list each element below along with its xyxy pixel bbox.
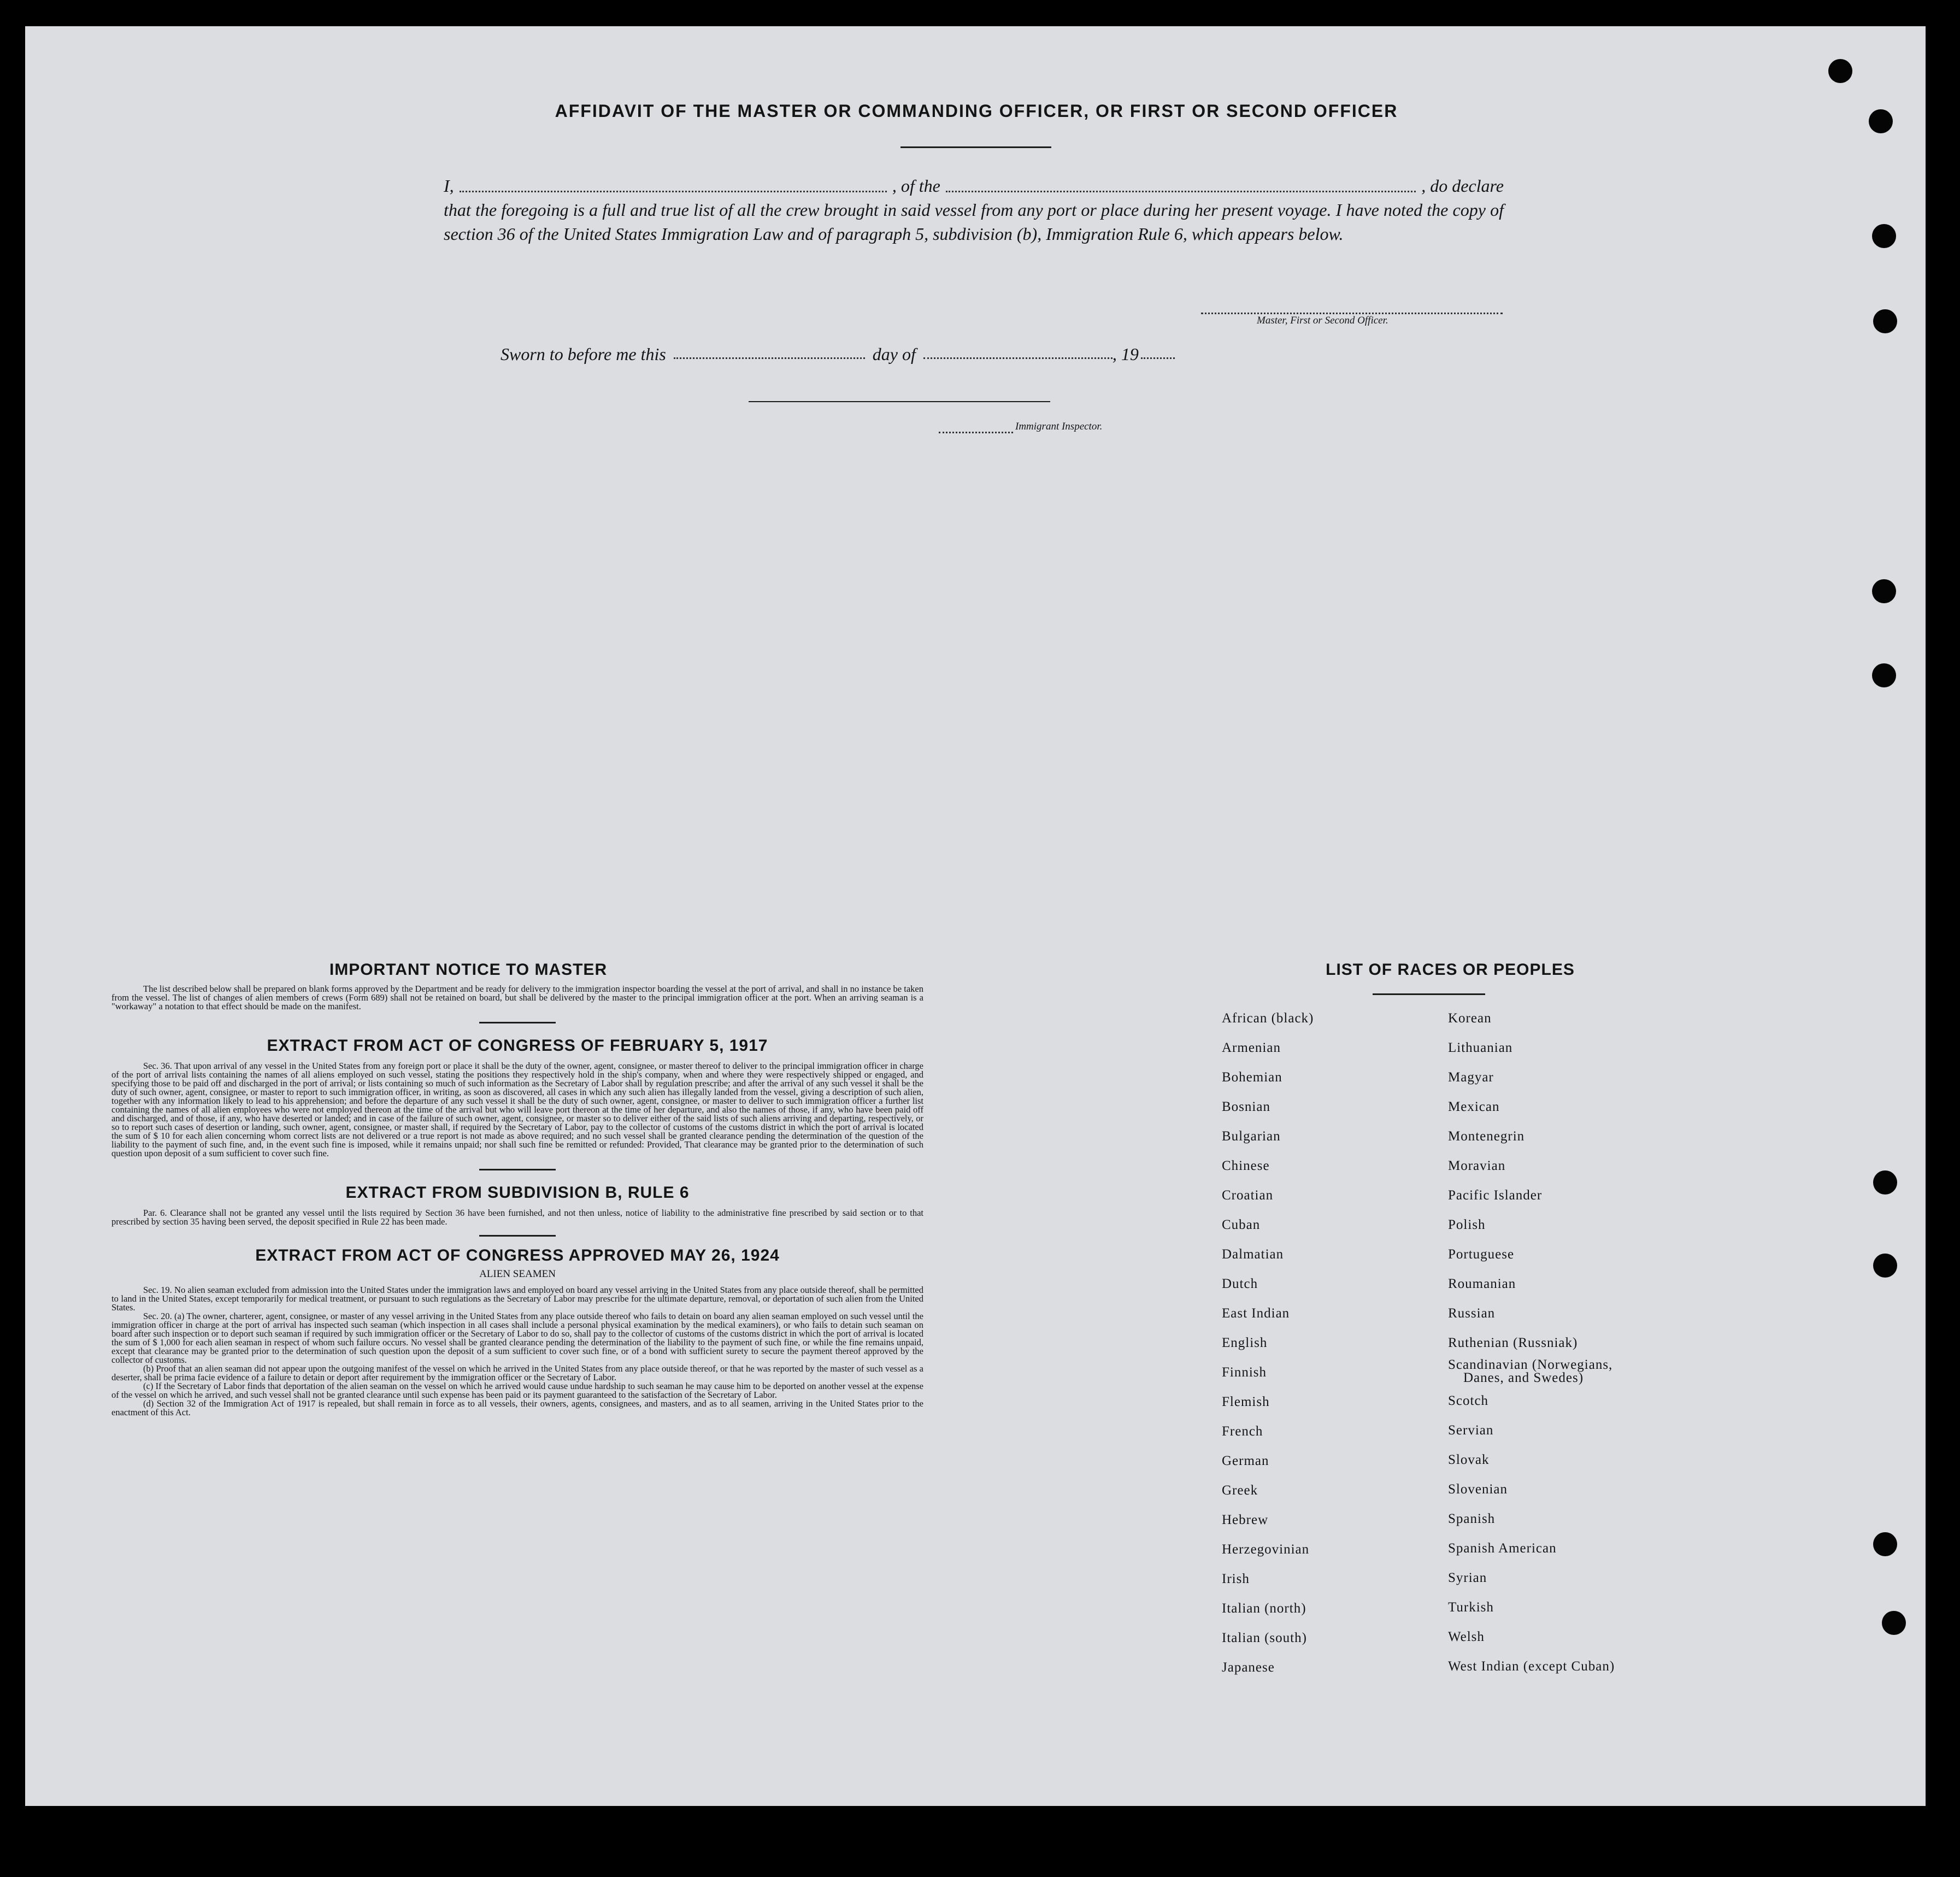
punch-hole (1872, 579, 1896, 603)
punch-hole (1872, 663, 1896, 687)
race-item: Hebrew (1222, 1513, 1269, 1527)
inspector-caption: Immigrant Inspector. (1015, 421, 1103, 432)
extract-rule6-text (111, 1209, 923, 1226)
race-item: Armenian (1222, 1040, 1281, 1055)
race-item: Russian (1448, 1306, 1496, 1321)
notice-title: IMPORTANT NOTICE TO MASTER (329, 961, 608, 979)
race-item: Syrian (1448, 1570, 1487, 1585)
race-item: Cuban (1222, 1217, 1261, 1232)
race-item: Slovak (1448, 1452, 1490, 1467)
extract-1917-text (111, 1062, 923, 1158)
race-item: Greek (1222, 1483, 1258, 1498)
declaration-block (444, 174, 1504, 246)
declaration-do-declare: , do declare (1421, 176, 1504, 196)
inspector-signature-line[interactable] (749, 401, 1050, 402)
race-item: Ruthenian (Russniak) (1448, 1335, 1578, 1350)
extract-1924-text (111, 1286, 923, 1417)
extract-1917-title: EXTRACT FROM ACT OF CONGRESS OF FEBRUARY 5, 1917 (267, 1037, 768, 1055)
race-item: Herzegovinian (1222, 1542, 1310, 1557)
inspector-dots (939, 432, 1013, 433)
punch-hole (1873, 1254, 1897, 1278)
race-item: Korean (1448, 1011, 1492, 1026)
sworn-day-blank[interactable] (674, 357, 865, 359)
sworn-month-blank[interactable] (923, 357, 1113, 359)
race-item: Scandinavian (Norwegians, (1448, 1357, 1613, 1372)
race-item: Flemish (1222, 1394, 1270, 1409)
sworn-prefix: Sworn to before me this (501, 344, 666, 364)
race-item: Dutch (1222, 1276, 1258, 1291)
race-item: Welsh (1448, 1629, 1485, 1644)
race-item: Bosnian (1222, 1099, 1270, 1114)
race-item: Lithuanian (1448, 1040, 1513, 1055)
race-item: Turkish (1448, 1600, 1494, 1615)
race-item: Spanish (1448, 1511, 1496, 1526)
separator (479, 1235, 556, 1237)
race-item: Slovenian (1448, 1482, 1508, 1497)
race-item: Italian (south) (1222, 1631, 1307, 1645)
race-item: Servian (1448, 1423, 1494, 1438)
declaration-first-line (444, 174, 1504, 198)
sec-19-paragraph: Sec. 19. No alien seaman excluded from admission into the United States under the immigration laws and employed on board any vessel arriving in the United States from any place outside thereof, shall be permitted to land in the United States, except temporarily for medical treatment, or pursuant to such regulations as the Secretary of Labor may prescribe for the ultimate departure, removal, or deportation of such alien from the United States. (111, 1285, 923, 1313)
sworn-day-of: day of (872, 344, 916, 364)
notice-paragraph: The list described below shall be prepared on blank forms approved by the Department and be ready for delivery to the immigration inspector boarding the vessel at the port of arrival, and shall in no instance be taken from the vessel. The list of changes of alien members of crews (Form 689) shall not be retained on board, but shall be delivered by the master to the principal immigration officer at the port. When an arriving seaman is a "workaway" a notation to that effect should be made on the manifest. (111, 984, 923, 1011)
race-item: Japanese (1222, 1660, 1275, 1675)
sec-20a-paragraph: Sec. 20. (a) The owner, charterer, agent, consignee, or master of any vessel arriving in the United States from any place outside thereof who fails to detain on board any alien seaman employed on such vessel until the immigration officer in charge at the port of arrival has inspected such seaman (which inspection in all cases shall include a personal physical examination by the medical examiners), or who fails to detain such seaman on board after such inspection or to deport such seaman if required by such immigration officer or the Secretary of Labor to do so, shall pay to the collector of customs of the customs district in which the port of arrival is located the sum of $ 1,000 for each alien seaman in respect of whom such failure occurs. No vessel shall be granted clearance pending the determination of the liability to the payment of such fine, or while the fine remains unpaid, except that clearance may be granted prior to the determination of such question upon the deposit of a sum sufficient to cover such fine, or of a bond with sufficient surety to secure the payment thereof approved by the collector of customs. (111, 1311, 923, 1365)
separator (479, 1022, 556, 1023)
punch-hole (1873, 1532, 1897, 1556)
race-item: Croatian (1222, 1188, 1274, 1203)
races-title: LIST OF RACES OR PEOPLES (1326, 961, 1575, 979)
punch-hole (1872, 224, 1896, 248)
extract-1924-title: EXTRACT FROM ACT OF CONGRESS APPROVED MAY 26, 1924 (255, 1246, 780, 1264)
race-item: West Indian (except Cuban) (1448, 1659, 1615, 1674)
race-item: Chinese (1222, 1158, 1270, 1173)
par-6-paragraph: Par. 6. Clearance shall not be granted any vessel until the lists required by Section 36 have been furnished, and not then unless, notice of liability to the administrative fine prescribed by said section or to that prescribed by section 35 having been served, the deposit specified in Rule 22 has been made. (111, 1208, 923, 1227)
document-page (25, 26, 1926, 1806)
punch-hole (1882, 1611, 1906, 1635)
race-item: African (black) (1222, 1011, 1314, 1026)
vessel-blank[interactable] (946, 190, 1416, 192)
race-item: Bohemian (1222, 1070, 1282, 1085)
sworn-year-blank[interactable] (1141, 357, 1175, 359)
signature-caption: Master, First or Second Officer. (1257, 315, 1388, 326)
notice-text (111, 985, 923, 1011)
race-item: Spanish American (1448, 1541, 1557, 1556)
name-blank[interactable] (460, 190, 887, 192)
punch-hole (1873, 1170, 1897, 1195)
extract-rule6-title: EXTRACT FROM SUBDIVISION B, RULE 6 (345, 1184, 690, 1202)
separator (479, 1169, 556, 1170)
race-item: Irish (1222, 1572, 1250, 1586)
races-underline (1373, 993, 1485, 995)
alien-seamen-subtitle: ALIEN SEAMEN (479, 1268, 556, 1280)
race-item: East Indian (1222, 1306, 1290, 1321)
race-item: Magyar (1448, 1070, 1494, 1085)
race-item: English (1222, 1335, 1268, 1350)
race-item: Roumanian (1448, 1276, 1516, 1291)
sec-20b-paragraph: (b) Proof that an alien seaman did not appear upon the outgoing manifest of the vessel on which he arrived in the United States from any place outside thereof, or that he was reported by the master of such vessel as a deserter, shall be prima facie evidence of a failure to detain or deport after requirement by the immigration officer or the Secretary of Labor. (111, 1363, 923, 1382)
sec-20c-paragraph: (c) If the Secretary of Labor finds that deportation of the alien seaman on the vessel on which he arrived would cause undue hardship to such seaman he may cause him to be deported on another vessel at the expense of the vessel on which he arrived, and such vessel shall not be granted clearance until such expense has been paid or its payment guaranteed to the satisfaction of the Secretary of Labor. (111, 1381, 923, 1400)
race-item: Polish (1448, 1217, 1486, 1232)
sec-36-paragraph: Sec. 36. That upon arrival of any vessel in the United States from any foreign port or place it shall be the duty of the owner, agent, consignee, or master thereof to deliver to the principal immigration officer in charge of the port of arrival lists containing the names of all aliens employed on such vessel, stating the positions they respectively hold in the ship's company, when and where they were respectively shipped or engaged, and specifying those to be paid off and discharged in the port of arrival; or lists containing so much of such information as the Secretary of Labor shall by regulation prescribe; and after the arrival of any such vessel it shall be the duty of such owner, agent, consignee, or master to report to such immigration officer, in writing, as soon as discovered, all cases in which any such alien has illegally landed from the vessel, giving a description of such alien, together with any information likely to lead to his apprehension; and before the departure of any such vessel it shall be the duty of such owner, agent, consignee, or master to deliver to such immigration officer a further list containing the names of all alien employees who were not employed thereon at the time of the arrival but who will leave port thereon at the time of her departure, and also the names of those, if any, who have been paid off and discharged, and of those, if any, who have deserted or landed; and in case of the failure of such owner, agent, consignee, or master so to deliver either of the said lists of such aliens arriving and departing, respectively, or so to report such cases of desertion or landing, such owner, agent, consignee, or master shall, if required by the Secretary of Labor, pay to the collector of customs of the customs district in which the port of arrival is located the sum of $ 10 for each alien concerning whom correct lists are not delivered or a true report is not made as above required; and no such vessel shall be granted clearance pending the determination of the question of the liability to the payment of such fine, and, in the event such fine is imposed, while it remains unpaid; nor shall such fine be remitted or refunded: Provided, That clearance may be granted prior to the determination of such question upon deposit of a sum sufficient to cover such fine. (111, 1061, 923, 1158)
race-item: German (1222, 1454, 1269, 1468)
affidavit-title: AFFIDAVIT OF THE MASTER OR COMMANDING OFFICER, OR FIRST OR SECOND OFFICER (555, 101, 1398, 121)
race-item: Bulgarian (1222, 1129, 1281, 1144)
race-item: Montenegrin (1448, 1129, 1525, 1144)
race-item: Italian (north) (1222, 1601, 1306, 1616)
notice-column (109, 961, 926, 1417)
title-underline (900, 146, 1051, 148)
race-item: Moravian (1448, 1158, 1506, 1173)
race-item: Dalmatian (1222, 1247, 1284, 1262)
race-item: Scotch (1448, 1393, 1489, 1408)
race-item: Danes, and Swedes) (1463, 1370, 1584, 1385)
race-item: Pacific Islander (1448, 1188, 1543, 1203)
declaration-body: that the foregoing is a full and true list of all the crew brought in said vessel from any port or place during her present voyage. I have noted the copy of section 36 of the United States Immigration Law and of paragraph 5, subdivision (b), Immigration Rule 6, which appears below. (444, 200, 1504, 244)
punch-hole (1828, 59, 1852, 83)
race-item: Portuguese (1448, 1247, 1515, 1262)
sworn-line (501, 344, 1298, 364)
race-item: Finnish (1222, 1365, 1267, 1380)
declaration-of-the: , of the (892, 176, 940, 196)
signature-line[interactable] (1201, 313, 1503, 314)
race-item: French (1222, 1424, 1263, 1439)
sec-20d-paragraph: (d) Section 32 of the Immigration Act of 1917 is repealed, but shall remain in force as to all vessels, their owners, agents, consignees, and masters, and as to all seamen, arriving in the United States prior to the enactment of this Act. (111, 1398, 923, 1417)
punch-hole (1869, 109, 1893, 133)
race-item: Mexican (1448, 1099, 1500, 1114)
punch-hole (1873, 309, 1897, 333)
sworn-year: , 19 (1112, 344, 1139, 364)
declaration-i: I, (444, 176, 454, 196)
